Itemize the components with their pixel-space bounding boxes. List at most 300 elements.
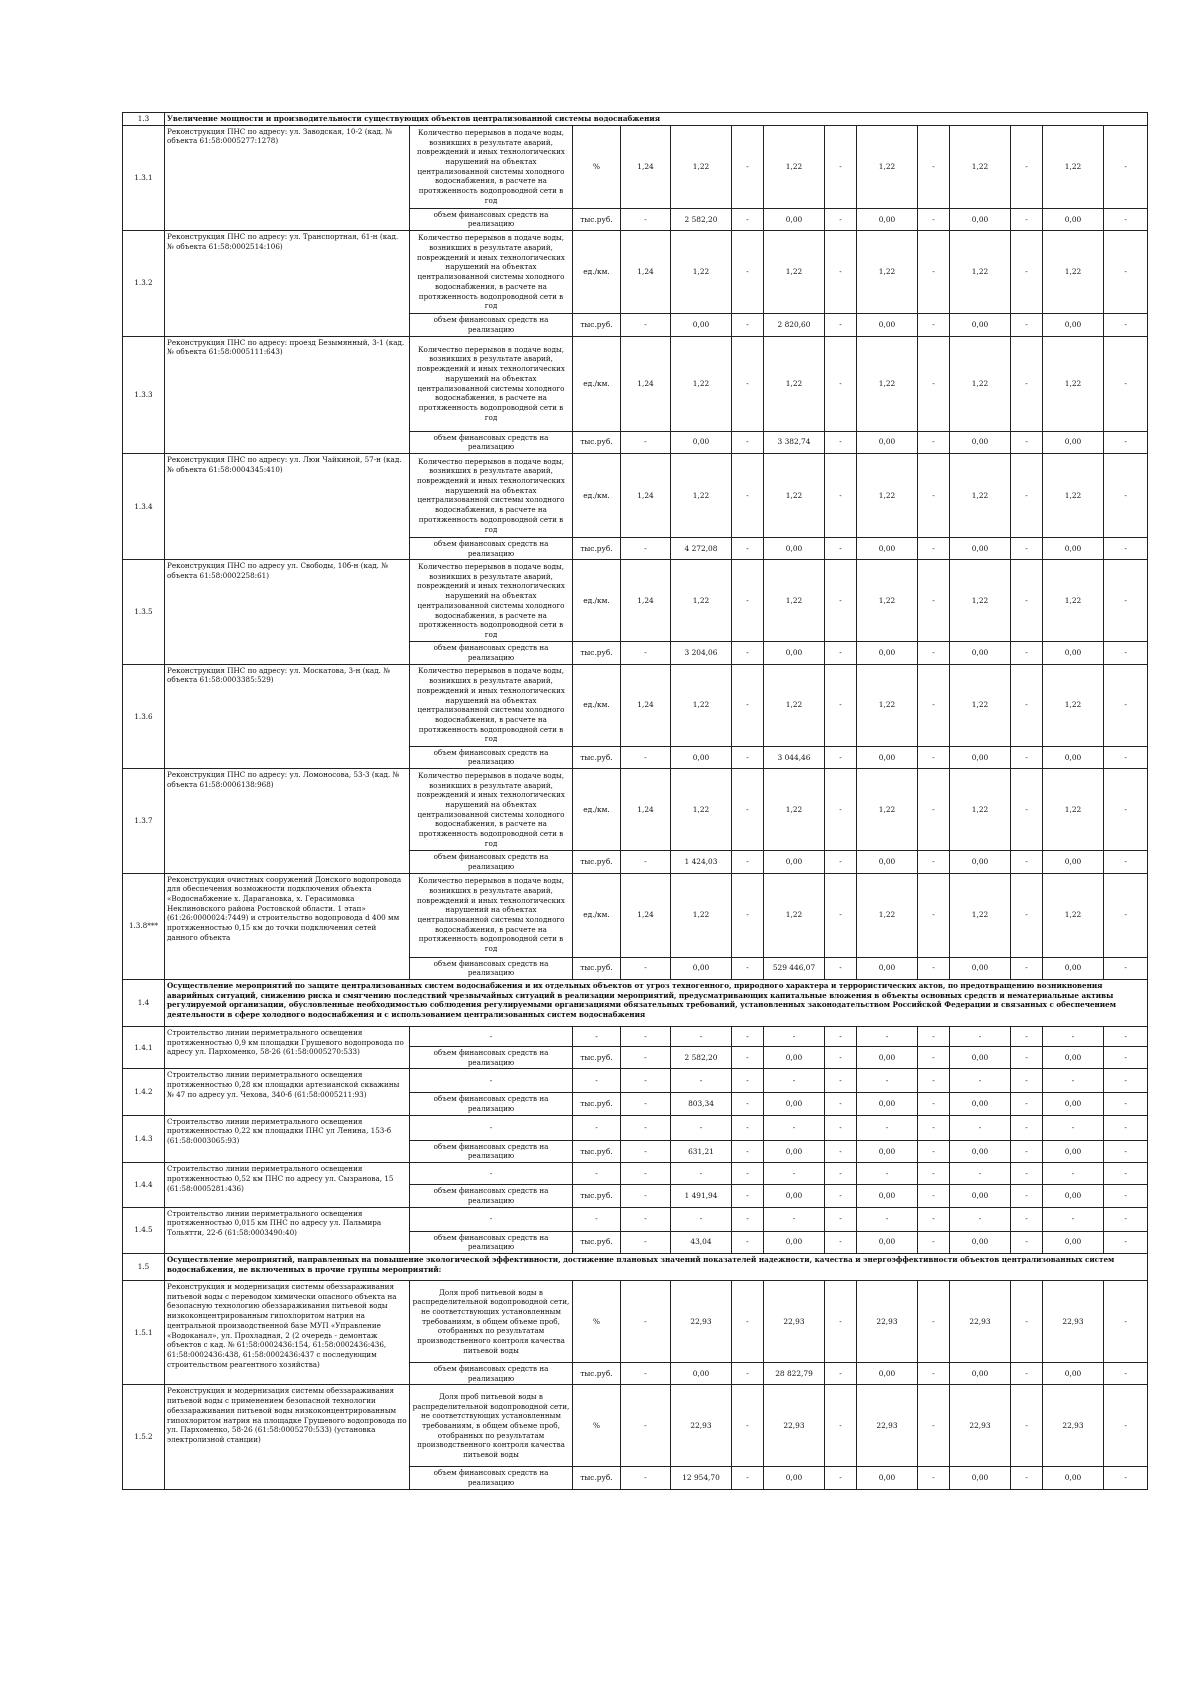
finance-value: - xyxy=(732,957,764,979)
finance-value: 0,00 xyxy=(1043,1362,1104,1384)
finance-value: - xyxy=(918,1467,950,1489)
item-number: 1.4.5 xyxy=(123,1207,165,1253)
item-number: 1.5.1 xyxy=(123,1280,165,1384)
finance-value: - xyxy=(918,746,950,768)
indicator-value: 1,22 xyxy=(671,560,732,642)
empty-cell: - xyxy=(918,1069,950,1093)
finance-value: - xyxy=(621,1140,671,1162)
finance-value: 0,00 xyxy=(857,537,918,559)
finance-label: объем финансовых средств на реализацию xyxy=(410,746,573,768)
unit-cell: % xyxy=(573,1280,621,1362)
finance-value: 3 204,06 xyxy=(671,642,732,664)
finance-label: объем финансовых средств на реализацию xyxy=(410,1231,573,1253)
empty-cell: - xyxy=(918,1115,950,1140)
finance-value: - xyxy=(825,957,857,979)
finance-value: 0,00 xyxy=(1043,314,1104,336)
item-name: Строительство линии периметрального освещения протяженностью 0,28 км площадки артезианской скважины № 47 по адресу ул. Чехова, 340-б (61:58:0005211:93) xyxy=(165,1069,410,1115)
indicator-value: - xyxy=(1104,1280,1148,1362)
empty-cell: - xyxy=(732,1069,764,1093)
empty-cell: - xyxy=(1104,1207,1148,1231)
finance-value: 2 582,20 xyxy=(671,1046,732,1068)
indicator-value: - xyxy=(825,664,857,746)
finance-value: 0,00 xyxy=(857,431,918,453)
base-value: 1,24 xyxy=(621,231,671,314)
item-name: Реконструкция ПНС по адресу: проезд Безымянный, 3-1 (кад. № объекта 61:58:0005111:643) xyxy=(165,336,410,453)
indicator-value: 1,22 xyxy=(857,125,918,208)
empty-cell: - xyxy=(950,1115,1011,1140)
indicator-value: 1,22 xyxy=(671,231,732,314)
indicator-value: - xyxy=(918,560,950,642)
indicator-value: 1,22 xyxy=(671,873,732,957)
item-number: 1.3.1 xyxy=(123,125,165,230)
item-name: Реконструкция ПНС по адресу: ул. Ломоносова, 53-3 (кад. № объекта 61:58:0006138:968) xyxy=(165,769,410,873)
indicator-value: 1,22 xyxy=(950,664,1011,746)
indicator-value: 1,22 xyxy=(764,873,825,957)
indicator-value: - xyxy=(732,664,764,746)
finance-unit: тыс.руб. xyxy=(573,537,621,559)
finance-unit: тыс.руб. xyxy=(573,1362,621,1384)
item-name: Реконструкция ПНС по адресу ул. Свободы, 10б-н (кад. № объекта 61:58:0002258:61) xyxy=(165,560,410,664)
finance-value: - xyxy=(1104,957,1148,979)
indicator-value: - xyxy=(825,125,857,208)
finance-label: объем финансовых средств на реализацию xyxy=(410,957,573,979)
finance-value: - xyxy=(732,208,764,230)
finance-value: - xyxy=(918,642,950,664)
finance-label: объем финансовых средств на реализацию xyxy=(410,1467,573,1489)
finance-value: 0,00 xyxy=(671,431,732,453)
indicator-value: 1,22 xyxy=(950,231,1011,314)
finance-value: - xyxy=(1011,208,1043,230)
indicator-value: - xyxy=(825,1280,857,1362)
finance-value: 0,00 xyxy=(857,1046,918,1068)
base-value: 1,24 xyxy=(621,453,671,537)
finance-value: - xyxy=(825,431,857,453)
finance-value: 2 820,60 xyxy=(764,314,825,336)
indicator-value: - xyxy=(732,560,764,642)
empty-cell: - xyxy=(573,1069,621,1093)
finance-value: 0,00 xyxy=(950,1185,1011,1207)
finance-value: - xyxy=(621,746,671,768)
item-name: Реконструкция очистных сооружений Донского водопровода для обеспечения возможности подключения объекта «Водоснабжение х. Дарагановка, х. Герасимовка Неклиновского района Ростовской области. 1 этап» (61:26:0000024:7449) и строительство водопровода d 400 мм протяженностью 0,15 км до точки подключения сетей данного объекта xyxy=(165,873,410,979)
indicator-value: - xyxy=(1011,664,1043,746)
finance-value: - xyxy=(732,642,764,664)
section-number: 1.3 xyxy=(123,113,165,126)
empty-cell: - xyxy=(918,1207,950,1231)
finance-value: 0,00 xyxy=(1043,957,1104,979)
empty-cell: - xyxy=(573,1115,621,1140)
finance-value: - xyxy=(918,314,950,336)
empty-cell: - xyxy=(1011,1069,1043,1093)
indicator-value: - xyxy=(918,1385,950,1467)
finance-value: 3 382,74 xyxy=(764,431,825,453)
base-value: 1,24 xyxy=(621,336,671,431)
empty-cell: - xyxy=(410,1115,573,1140)
indicator-value: 1,22 xyxy=(671,769,732,851)
finance-value: - xyxy=(825,1140,857,1162)
empty-cell: - xyxy=(1011,1163,1043,1185)
indicator-value: - xyxy=(918,769,950,851)
indicator-value: 1,22 xyxy=(857,873,918,957)
item-row xyxy=(123,453,1148,537)
item-number: 1.3.6 xyxy=(123,664,165,768)
finance-value: - xyxy=(1104,537,1148,559)
item-name: Строительство линии периметрального освещения протяженностью 0,015 км ПНС по адресу ул. Пальмира Тольятти, 22-б (61:58:0003490:40) xyxy=(165,1207,410,1253)
finance-value: 0,00 xyxy=(950,1362,1011,1384)
indicator-value: - xyxy=(825,560,857,642)
indicator-value: 22,93 xyxy=(671,1385,732,1467)
indicator-value: - xyxy=(1011,769,1043,851)
indicator-value: - xyxy=(918,873,950,957)
indicator-value: - xyxy=(825,873,857,957)
finance-value: - xyxy=(732,1362,764,1384)
finance-unit: тыс.руб. xyxy=(573,208,621,230)
indicator-value: - xyxy=(1104,769,1148,851)
indicator-value: - xyxy=(918,125,950,208)
indicator-value: - xyxy=(1011,336,1043,431)
unit-cell: % xyxy=(573,125,621,208)
base-value: 1,24 xyxy=(621,769,671,851)
finance-value: 0,00 xyxy=(671,957,732,979)
finance-value: - xyxy=(918,1185,950,1207)
indicator-value: 1,22 xyxy=(764,336,825,431)
finance-value: - xyxy=(732,1093,764,1115)
empty-cell: - xyxy=(764,1207,825,1231)
finance-value: - xyxy=(1011,1467,1043,1489)
empty-cell: - xyxy=(621,1207,671,1231)
finance-value: 4 272,08 xyxy=(671,537,732,559)
finance-value: 0,00 xyxy=(1043,642,1104,664)
indicator-value: 1,22 xyxy=(1043,453,1104,537)
finance-label: объем финансовых средств на реализацию xyxy=(410,642,573,664)
empty-cell: - xyxy=(671,1069,732,1093)
finance-value: - xyxy=(825,1046,857,1068)
item-number: 1.3.7 xyxy=(123,769,165,873)
empty-cell: - xyxy=(764,1069,825,1093)
finance-value: - xyxy=(918,1231,950,1253)
unit-cell: ед./км. xyxy=(573,769,621,851)
item-name: Реконструкция ПНС по адресу: ул. Заводская, 10-2 (кад. № объекта 61:58:0005277:1278) xyxy=(165,125,410,230)
base-value: 1,24 xyxy=(621,560,671,642)
empty-cell: - xyxy=(671,1207,732,1231)
item-row xyxy=(123,560,1148,642)
finance-value: - xyxy=(732,1140,764,1162)
item-number: 1.3.8*** xyxy=(123,873,165,979)
indicator-value: 1,22 xyxy=(764,453,825,537)
finance-value: - xyxy=(621,208,671,230)
finance-value: - xyxy=(918,208,950,230)
finance-value: - xyxy=(732,746,764,768)
finance-value: - xyxy=(1104,431,1148,453)
item-row xyxy=(123,1207,1148,1231)
finance-value: 0,00 xyxy=(1043,1231,1104,1253)
finance-value: 0,00 xyxy=(1043,431,1104,453)
section-number: 1.4 xyxy=(123,979,165,1026)
empty-cell: - xyxy=(621,1069,671,1093)
finance-value: - xyxy=(1011,431,1043,453)
finance-value: 0,00 xyxy=(764,537,825,559)
finance-value: 0,00 xyxy=(857,1140,918,1162)
section-title: Осуществление мероприятий, направленных на повышение экологической эффективности, достижение плановых значений показателей надежности, качества и энергоэффективности объектов централизованных систем водоснабжения, не включенных в прочие группы мероприятий: xyxy=(165,1253,1148,1280)
finance-value: - xyxy=(918,1362,950,1384)
empty-cell: - xyxy=(857,1026,918,1046)
empty-cell: - xyxy=(1043,1115,1104,1140)
unit-cell: % xyxy=(573,1385,621,1467)
empty-cell: - xyxy=(732,1026,764,1046)
finance-value: 0,00 xyxy=(1043,746,1104,768)
finance-value: - xyxy=(825,1467,857,1489)
finance-value: - xyxy=(1011,1231,1043,1253)
section-row xyxy=(123,1253,1148,1280)
finance-value: 0,00 xyxy=(950,851,1011,873)
empty-cell: - xyxy=(732,1207,764,1231)
base-value: - xyxy=(621,1280,671,1362)
section-title: Увеличение мощности и производительности существующих объектов централизованной системы водоснабжения xyxy=(165,113,1148,126)
unit-cell: ед./км. xyxy=(573,231,621,314)
indicator-value: 1,22 xyxy=(857,769,918,851)
item-row xyxy=(123,1280,1148,1362)
finance-value: 1 424,03 xyxy=(671,851,732,873)
indicator-value: - xyxy=(918,336,950,431)
finance-value: 0,00 xyxy=(857,1362,918,1384)
indicator-value: 1,22 xyxy=(671,453,732,537)
finance-value: 0,00 xyxy=(857,851,918,873)
finance-label: объем финансовых средств на реализацию xyxy=(410,1046,573,1068)
finance-value: - xyxy=(1104,1185,1148,1207)
section-row xyxy=(123,979,1148,1026)
base-value: 1,24 xyxy=(621,873,671,957)
item-row xyxy=(123,873,1148,957)
finance-value: - xyxy=(1011,1093,1043,1115)
finance-value: 0,00 xyxy=(764,1046,825,1068)
finance-value: - xyxy=(1104,1231,1148,1253)
finance-value: - xyxy=(732,1046,764,1068)
indicator-value: - xyxy=(1011,560,1043,642)
finance-value: 12 954,70 xyxy=(671,1467,732,1489)
finance-value: 0,00 xyxy=(764,1467,825,1489)
indicator-value: 1,22 xyxy=(950,769,1011,851)
finance-value: 0,00 xyxy=(1043,1046,1104,1068)
empty-cell: - xyxy=(950,1207,1011,1231)
empty-cell: - xyxy=(1043,1163,1104,1185)
indicator-value: - xyxy=(1011,873,1043,957)
finance-value: 0,00 xyxy=(950,208,1011,230)
empty-cell: - xyxy=(621,1026,671,1046)
empty-cell: - xyxy=(950,1069,1011,1093)
indicator-value: - xyxy=(825,453,857,537)
empty-cell: - xyxy=(918,1163,950,1185)
finance-value: - xyxy=(825,642,857,664)
finance-value: - xyxy=(918,1140,950,1162)
indicator-value: 22,93 xyxy=(764,1280,825,1362)
finance-value: - xyxy=(1011,1185,1043,1207)
indicator-value: 1,22 xyxy=(857,560,918,642)
indicator-value: - xyxy=(1104,664,1148,746)
indicator-value: 1,22 xyxy=(857,336,918,431)
unit-cell: ед./км. xyxy=(573,664,621,746)
indicator-value: 1,22 xyxy=(950,336,1011,431)
finance-unit: тыс.руб. xyxy=(573,642,621,664)
indicator-value: - xyxy=(732,336,764,431)
finance-value: - xyxy=(1011,1140,1043,1162)
empty-cell: - xyxy=(671,1115,732,1140)
item-name: Строительство линии периметрального освещения протяженностью 0,9 км площадки Грушевого водопровода по адресу ул. Пархоменко, 58-26 (61:58:0005270:533) xyxy=(165,1026,410,1068)
empty-cell: - xyxy=(671,1026,732,1046)
finance-value: - xyxy=(1104,642,1148,664)
finance-value: 0,00 xyxy=(950,957,1011,979)
empty-cell: - xyxy=(1011,1207,1043,1231)
finance-value: 0,00 xyxy=(950,314,1011,336)
item-row xyxy=(123,231,1148,314)
finance-value: 803,34 xyxy=(671,1093,732,1115)
finance-value: 0,00 xyxy=(950,642,1011,664)
finance-label: объем финансовых средств на реализацию xyxy=(410,208,573,230)
finance-unit: тыс.руб. xyxy=(573,746,621,768)
item-row xyxy=(123,1115,1148,1140)
finance-value: 2 582,20 xyxy=(671,208,732,230)
empty-cell: - xyxy=(857,1069,918,1093)
empty-cell: - xyxy=(621,1115,671,1140)
empty-cell: - xyxy=(1011,1026,1043,1046)
indicator-value: 1,22 xyxy=(857,664,918,746)
indicator-value: - xyxy=(1011,1280,1043,1362)
indicator-value: - xyxy=(732,231,764,314)
empty-cell: - xyxy=(857,1207,918,1231)
finance-value: 0,00 xyxy=(857,642,918,664)
item-row xyxy=(123,125,1148,208)
indicator-value: - xyxy=(732,769,764,851)
indicator-value: - xyxy=(1104,873,1148,957)
finance-value: - xyxy=(1104,314,1148,336)
empty-cell: - xyxy=(825,1069,857,1093)
finance-value: 0,00 xyxy=(764,1185,825,1207)
finance-value: - xyxy=(1011,1362,1043,1384)
indicator-value: - xyxy=(732,873,764,957)
empty-cell: - xyxy=(857,1115,918,1140)
finance-value: 28 822,79 xyxy=(764,1362,825,1384)
indicator-value: - xyxy=(825,1385,857,1467)
indicator-value: 1,22 xyxy=(1043,664,1104,746)
indicator-value: - xyxy=(1104,125,1148,208)
item-name: Строительство линии периметрального освещения протяженностью 0,22 км площадки ПНС ул Ленина, 153-б (61:58:0003065:93) xyxy=(165,1115,410,1162)
item-row xyxy=(123,1069,1148,1093)
indicator-value: 1,22 xyxy=(857,453,918,537)
finance-value: 0,00 xyxy=(1043,1467,1104,1489)
section-number: 1.5 xyxy=(123,1253,165,1280)
finance-unit: тыс.руб. xyxy=(573,957,621,979)
finance-value: 0,00 xyxy=(764,642,825,664)
base-value: 1,24 xyxy=(621,664,671,746)
empty-cell: - xyxy=(573,1163,621,1185)
finance-unit: тыс.руб. xyxy=(573,1093,621,1115)
unit-cell: ед./км. xyxy=(573,873,621,957)
indicator-value: 1,22 xyxy=(950,125,1011,208)
indicator-value: 1,22 xyxy=(671,125,732,208)
finance-unit: тыс.руб. xyxy=(573,1231,621,1253)
finance-unit: тыс.руб. xyxy=(573,431,621,453)
finance-value: - xyxy=(918,1093,950,1115)
finance-value: 0,00 xyxy=(857,1467,918,1489)
finance-value: 0,00 xyxy=(764,1231,825,1253)
finance-value: - xyxy=(918,431,950,453)
unit-cell: ед./км. xyxy=(573,453,621,537)
finance-unit: тыс.руб. xyxy=(573,1185,621,1207)
finance-value: - xyxy=(732,537,764,559)
finance-value: 0,00 xyxy=(671,1362,732,1384)
item-name: Реконструкция ПНС по адресу: ул. Люи Чайкиной, 57-н (кад. № объекта 61:58:0004345:410) xyxy=(165,453,410,559)
finance-value: 0,00 xyxy=(764,1140,825,1162)
empty-cell: - xyxy=(1104,1115,1148,1140)
finance-value: 0,00 xyxy=(671,314,732,336)
base-value: - xyxy=(621,1385,671,1467)
indicator-name: Количество перерывов в подаче воды, возникших в результате аварий, повреждений и иных технологических нарушений на объектах централизованной системы холодного водоснабжения, в расчете на протяженность водопроводной сети в год xyxy=(410,453,573,537)
finance-label: объем финансовых средств на реализацию xyxy=(410,1362,573,1384)
empty-cell: - xyxy=(621,1163,671,1185)
indicator-value: - xyxy=(732,453,764,537)
finance-value: - xyxy=(1104,1046,1148,1068)
item-row xyxy=(123,769,1148,851)
indicator-name: Количество перерывов в подаче воды, возникших в результате аварий, повреждений и иных технологических нарушений на объектах централизованной системы холодного водоснабжения, в расчете на протяженность водопроводной сети в год xyxy=(410,769,573,851)
indicator-value: 22,93 xyxy=(950,1280,1011,1362)
empty-cell: - xyxy=(764,1115,825,1140)
empty-cell: - xyxy=(732,1163,764,1185)
indicator-value: 1,22 xyxy=(950,873,1011,957)
indicator-value: - xyxy=(1011,1385,1043,1467)
indicator-name: Количество перерывов в подаче воды, возникших в результате аварий, повреждений и иных технологических нарушений на объектах централизованной системы холодного водоснабжения, в расчете на протяженность водопроводной сети в год xyxy=(410,873,573,957)
finance-value: 0,00 xyxy=(857,957,918,979)
empty-cell: - xyxy=(857,1163,918,1185)
item-number: 1.4.1 xyxy=(123,1026,165,1068)
finance-value: 0,00 xyxy=(950,1093,1011,1115)
empty-cell: - xyxy=(1043,1069,1104,1093)
indicator-value: 1,22 xyxy=(671,664,732,746)
item-number: 1.4.4 xyxy=(123,1163,165,1207)
empty-cell: - xyxy=(1043,1207,1104,1231)
item-number: 1.3.3 xyxy=(123,336,165,453)
empty-cell: - xyxy=(764,1026,825,1046)
investment-program-table xyxy=(122,112,1148,1490)
indicator-value: - xyxy=(1104,336,1148,431)
finance-value: 0,00 xyxy=(950,746,1011,768)
finance-value: 0,00 xyxy=(857,746,918,768)
finance-value: 0,00 xyxy=(950,537,1011,559)
finance-value: - xyxy=(732,1231,764,1253)
empty-cell: - xyxy=(950,1026,1011,1046)
empty-cell: - xyxy=(410,1163,573,1185)
finance-label: объем финансовых средств на реализацию xyxy=(410,851,573,873)
indicator-value: - xyxy=(1011,453,1043,537)
finance-value: 0,00 xyxy=(1043,1185,1104,1207)
item-row xyxy=(123,1163,1148,1185)
indicator-value: 22,93 xyxy=(671,1280,732,1362)
finance-value: - xyxy=(1104,1140,1148,1162)
empty-cell: - xyxy=(1104,1163,1148,1185)
item-name: Строительство линии периметрального освещения протяженностью 0,52 км ПНС по адресу ул. Сызранова, 15 (61:58:0005281:436) xyxy=(165,1163,410,1207)
finance-value: 0,00 xyxy=(1043,1093,1104,1115)
finance-value: - xyxy=(825,314,857,336)
finance-value: 3 044,46 xyxy=(764,746,825,768)
indicator-value: 1,22 xyxy=(1043,231,1104,314)
finance-unit: тыс.руб. xyxy=(573,1046,621,1068)
indicator-value: - xyxy=(1011,231,1043,314)
item-number: 1.4.3 xyxy=(123,1115,165,1162)
indicator-value: 1,22 xyxy=(764,231,825,314)
indicator-value: 1,22 xyxy=(764,664,825,746)
finance-value: - xyxy=(918,851,950,873)
indicator-value: 1,22 xyxy=(1043,125,1104,208)
finance-value: - xyxy=(1011,851,1043,873)
unit-cell: ед./км. xyxy=(573,336,621,431)
finance-value: - xyxy=(621,1093,671,1115)
